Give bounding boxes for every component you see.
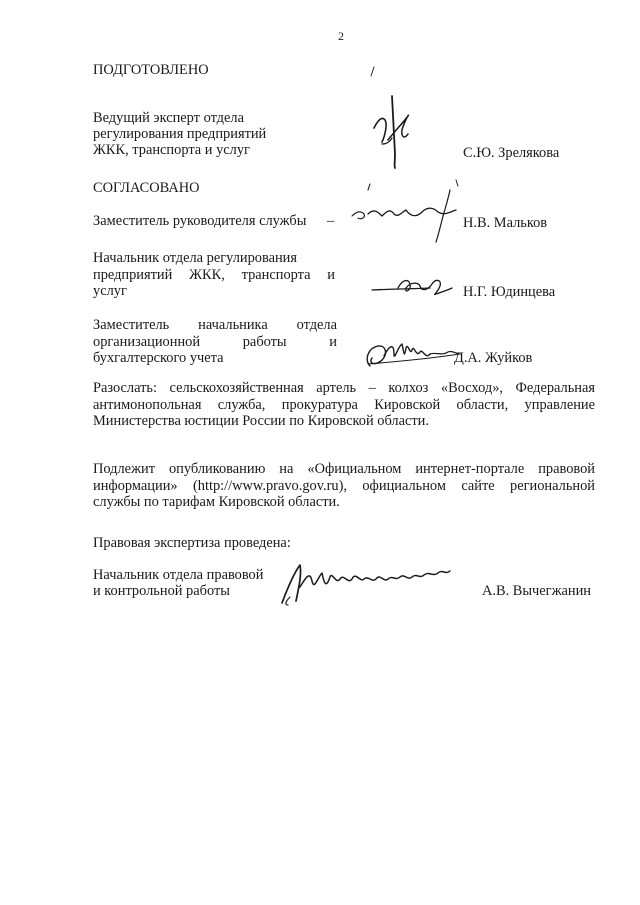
agreed-signer-name: Д.А. Жуйков: [454, 350, 533, 366]
legal-review-signer-name: А.В. Вычегжанин: [482, 583, 592, 599]
agreed-position-line: предприятий ЖКК, транспорта и: [93, 266, 335, 283]
agreed-position: [93, 317, 337, 367]
prepared-position-line: регулирования предприятий: [93, 126, 267, 142]
legal-review-position-line: и контрольной работы: [93, 583, 230, 599]
agreed-signer-name: Н.В. Мальков: [463, 215, 548, 231]
signature-vychegzhanin: [278, 557, 458, 609]
page-number: 2: [338, 29, 344, 43]
signature-yudintseva: [370, 270, 460, 304]
agreed-position-line: услуг: [93, 283, 127, 299]
dash-separator: –: [327, 213, 335, 229]
agreed-position: [93, 250, 335, 300]
distribution-text: Разослать: сельскохозяйственная артель – колхоз «Восход», Федеральная антимонопольная служба, прокуратура Кировской области, управление Министерства юстиции России по Кировской области.: [93, 380, 595, 429]
prepared-signer-name: С.Ю. Зрелякова: [463, 145, 560, 161]
agreed-position-line: организационной работы и: [93, 333, 337, 350]
signature-malkov: [338, 176, 468, 246]
agreed-signer-name: Н.Г. Юдинцева: [463, 284, 556, 300]
prepared-heading: ПОДГОТОВЛЕНО: [93, 62, 209, 78]
legal-review-position-line: Начальник отдела правовой: [93, 567, 264, 583]
prepared-position-line: Ведущий эксперт отдела: [93, 110, 244, 126]
agreed-position-line: Заместитель руководителя службы: [93, 213, 307, 229]
agreed-position-line: Заместитель начальника отдела: [93, 317, 337, 333]
ink-mark: [368, 64, 378, 78]
publication-text: Подлежит опубликованию на «Официальном интернет-портале правовой информации» (http://www.pravo.gov.ru), официальном сайте региональной службы по тарифам Кировской области.: [93, 461, 595, 510]
prepared-position-line: ЖКК, транспорта и услуг: [93, 142, 250, 158]
signature-zhuikov: [360, 336, 470, 376]
legal-review-text: Правовая экспертиза проведена:: [93, 535, 291, 551]
agreed-position-line: бухгалтерского учета: [93, 350, 224, 366]
signature-zrelyakova: [368, 92, 428, 172]
agreed-heading: СОГЛАСОВАНО: [93, 180, 200, 196]
agreed-position-line: Начальник отдела регулирования: [93, 250, 298, 266]
